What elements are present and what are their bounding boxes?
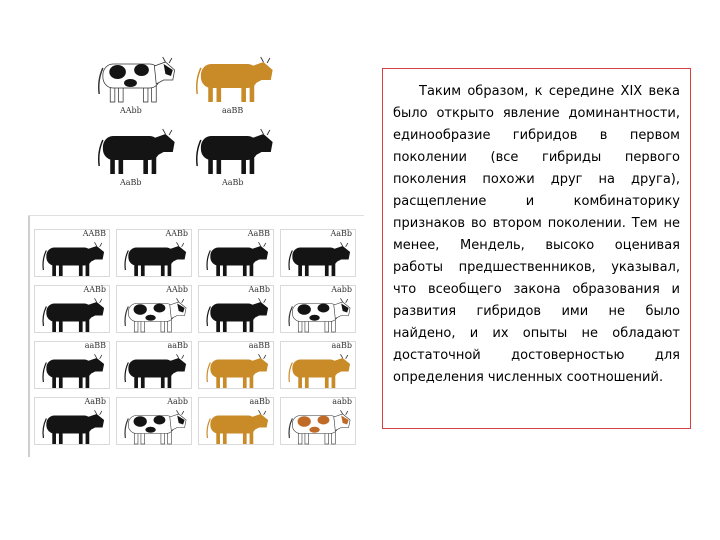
cow-image bbox=[200, 293, 274, 335]
genotype-label: AaBb bbox=[248, 285, 270, 294]
grid-cell-r1c2 bbox=[114, 229, 194, 279]
cattle-hybridization-figure bbox=[0, 0, 372, 470]
grid-cell-r2c3 bbox=[196, 285, 276, 335]
punnett-grid bbox=[28, 215, 364, 457]
cow-image bbox=[188, 122, 280, 178]
grid-cell-r4c1 bbox=[32, 397, 112, 447]
genotype-label: aaBB bbox=[222, 106, 244, 115]
genotype-label: AABb bbox=[83, 285, 106, 294]
text-frame bbox=[382, 68, 691, 429]
cow-image bbox=[118, 405, 192, 447]
genotype-label: aaBb bbox=[167, 341, 188, 350]
grid-cell-r1c4 bbox=[278, 229, 358, 279]
parents-block bbox=[90, 50, 280, 190]
cow-image bbox=[118, 237, 192, 279]
genotype-label: aaBb bbox=[331, 341, 352, 350]
cow-image bbox=[90, 50, 182, 106]
genotype-label: Aabb bbox=[331, 285, 352, 294]
cow-image bbox=[200, 405, 274, 447]
cow-image bbox=[36, 237, 110, 279]
cow-image bbox=[36, 349, 110, 391]
genotype-label: AaBb bbox=[120, 178, 142, 187]
grid-cell-r4c2 bbox=[114, 397, 194, 447]
genotype-label: aaBB bbox=[248, 341, 270, 350]
genotype-label: Aabb bbox=[167, 397, 188, 406]
genotype-label: AaBb bbox=[222, 178, 244, 187]
parent-cow-2 bbox=[188, 50, 280, 116]
cow-image bbox=[36, 293, 110, 335]
genotype-label: AaBb bbox=[330, 229, 352, 238]
grid-cell-r3c4 bbox=[278, 341, 358, 391]
genotype-label: AAbb bbox=[166, 285, 188, 294]
main-paragraph: Таким образом, к середине XIX века было открыто явление доминантности, единообразие гибридов в первом поколении (все гибриды первого поколения похожи друг на друга), расщепление и комбинаторику признаков во втором поколении. Тем не менее, Мендель, высоко оценивая работы предшественников, указывал, что всеобщего закона образования и развития гибридов ими не было найдено, и их опыты не обладают достаточной достоверностью для определения численных соотношений. bbox=[393, 84, 680, 385]
grid-cell-r3c2 bbox=[114, 341, 194, 391]
cow-image bbox=[200, 349, 274, 391]
genotype-label: aaBB bbox=[84, 341, 106, 350]
grid-cell-r3c1 bbox=[32, 341, 112, 391]
parent-cow-4 bbox=[188, 122, 280, 188]
cow-image bbox=[36, 405, 110, 447]
genotype-label: AABb bbox=[165, 229, 188, 238]
cow-image bbox=[282, 293, 356, 335]
genotype-label: AABB bbox=[82, 229, 106, 238]
cow-image bbox=[118, 293, 192, 335]
grid-cell-r3c3 bbox=[196, 341, 276, 391]
grid-cell-r4c3 bbox=[196, 397, 276, 447]
cow-image bbox=[188, 50, 280, 106]
grid-cell-r1c1 bbox=[32, 229, 112, 279]
grid-cell-r1c3 bbox=[196, 229, 276, 279]
cow-image bbox=[200, 237, 274, 279]
parent-cow-1 bbox=[90, 50, 182, 116]
cow-image bbox=[118, 349, 192, 391]
grid-cell-r2c2 bbox=[114, 285, 194, 335]
cow-image bbox=[282, 405, 356, 447]
genotype-label: aabb bbox=[332, 397, 352, 406]
genotype-label: aaBb bbox=[249, 397, 270, 406]
grid-cell-r2c1 bbox=[32, 285, 112, 335]
grid-cell-r2c4 bbox=[278, 285, 358, 335]
genotype-label: AaBB bbox=[247, 229, 270, 238]
cow-image bbox=[282, 349, 356, 391]
genotype-label: AaBb bbox=[84, 397, 106, 406]
parent-cow-3 bbox=[90, 122, 182, 188]
grid-cell-r4c4 bbox=[278, 397, 358, 447]
cow-image bbox=[282, 237, 356, 279]
cow-image bbox=[90, 122, 182, 178]
genotype-label: AAbb bbox=[120, 106, 142, 115]
